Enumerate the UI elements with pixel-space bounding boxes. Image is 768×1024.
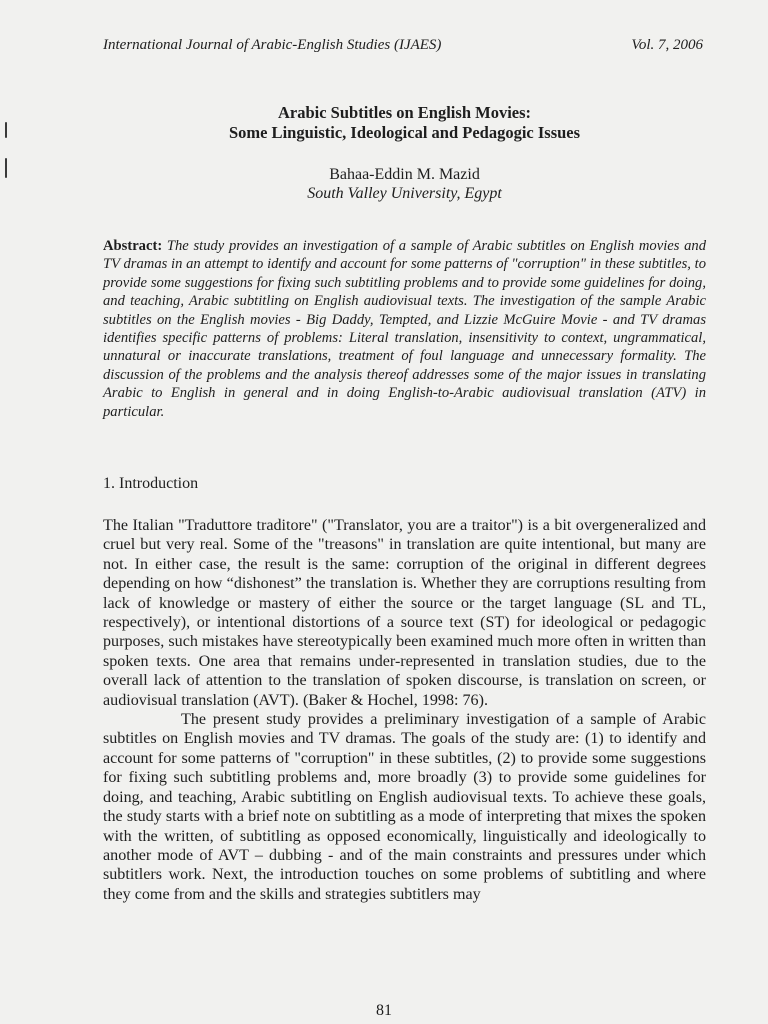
paper-title-line-2: Some Linguistic, Ideological and Pedagogic Issues <box>228 123 581 142</box>
abstract-text: The study provides an investigation of a sample of Arabic subtitles on English movies and TV dramas in an attempt to identify and account for some patterns of "corruption" in these subtitles, to provide some suggestions for fixing such subtitling problems and to provide some guidelines for doing, and teaching, Arabic subtitling on English audiovisual texts. The investigation of the sample Arabic subtitles on the English movies - Big Daddy, Tempted, and Lizzie McGuire Movie - and TV dramas identifies specific patterns of problems: Literal translation, insensitivity to context, ungrammatical, unnatural or inaccurate translations, treatment of foul language and unnecessary formality. The discussion of the problems and the analysis thereof addresses some of the major issues in translating Arabic to English in general and in doing English-to-Arabic audiovisual translation (ATV) in particular. <box>103 238 706 420</box>
journal-name: International Journal of Arabic-English Studies (IJAES) <box>103 37 442 53</box>
title-block <box>103 103 706 203</box>
paper-title-line-1: Arabic Subtitles on English Movies: <box>277 103 532 122</box>
body-text <box>103 516 706 904</box>
paragraph: The Italian "Traduttore traditore" ("Translator, you are a traitor") is a bit overgeneralized and cruel but very real. Some of the "treasons" in translation are quite intentional, but many are not. In either case, the result is the same: corruption of the original in different degrees depending on how “dishonest” the translation is. Whether they are corruptions resulting from lack of knowledge or mastery of either the source or the target language (SL and TL, respectively), or intentional distortions of a source text (ST) for ideological or pedagogic purposes, such mistakes have stereotypically been examined much more often in written than spoken texts. One area that remains under-represented in translation studies, due to the overall lack of attention to the translation of spoken discourse, is translation on screen, or audiovisual translation (AVT). (Baker & Hochel, 1998: 76). <box>103 517 706 709</box>
scan-margin-mark <box>5 158 7 178</box>
scan-margin-mark <box>5 122 7 138</box>
author-affiliation: South Valley University, Egypt <box>307 185 502 202</box>
paragraph: The present study provides a preliminary investigation of a sample of Arabic subtitles on English movies and TV dramas. The goals of the study are: (1) to identify and account for some patterns of "corruption" in these subtitles, (2) to provide some suggestions for fixing such subtitling problems and, more broadly (3) to provide some guidelines for doing, and teaching, Arabic subtitling on English audiovisual texts. To achieve these goals, the study starts with a brief note on subtitling as a mode of interpreting that mixes the spoken with the written, of subtitling as opposed economically, linguistically and ideologically to another mode of AVT – dubbing - and of the main constraints and pressures under which subtitlers work. Next, the introduction touches on some problems of subtitling and where they come from and the skills and strategies subtitlers may <box>103 711 706 903</box>
abstract: Abstract: The study provides an investigation of a sample of Arabic subtitles on English movies and TV dramas in an attempt to identify and account for some patterns of "corruption" in these subtitles, to provide some suggestions for fixing such subtitling problems and to provide some guidelines for doing, and teaching, Arabic subtitling on English audiovisual texts. The investigation of the sample Arabic subtitles on the English movies - Big Daddy, Tempted, and Lizzie McGuire Movie - and TV dramas identifies specific patterns of problems: Literal translation, insensitivity to context, ungrammatical, unnatural or inaccurate translations, treatment of foul language and unnecessary formality. The discussion of the problems and the analysis thereof addresses some of the major issues in translating Arabic to English in general and in doing English-to-Arabic audiovisual translation (ATV) in particular. <box>103 238 706 420</box>
section-heading: 1. Introduction <box>103 475 199 492</box>
volume-year: Vol. 7, 2006 <box>631 37 703 53</box>
author-name: Bahaa-Eddin M. Mazid <box>329 166 480 183</box>
abstract-label: Abstract <box>103 238 158 254</box>
page-number: 81 <box>376 1002 392 1019</box>
